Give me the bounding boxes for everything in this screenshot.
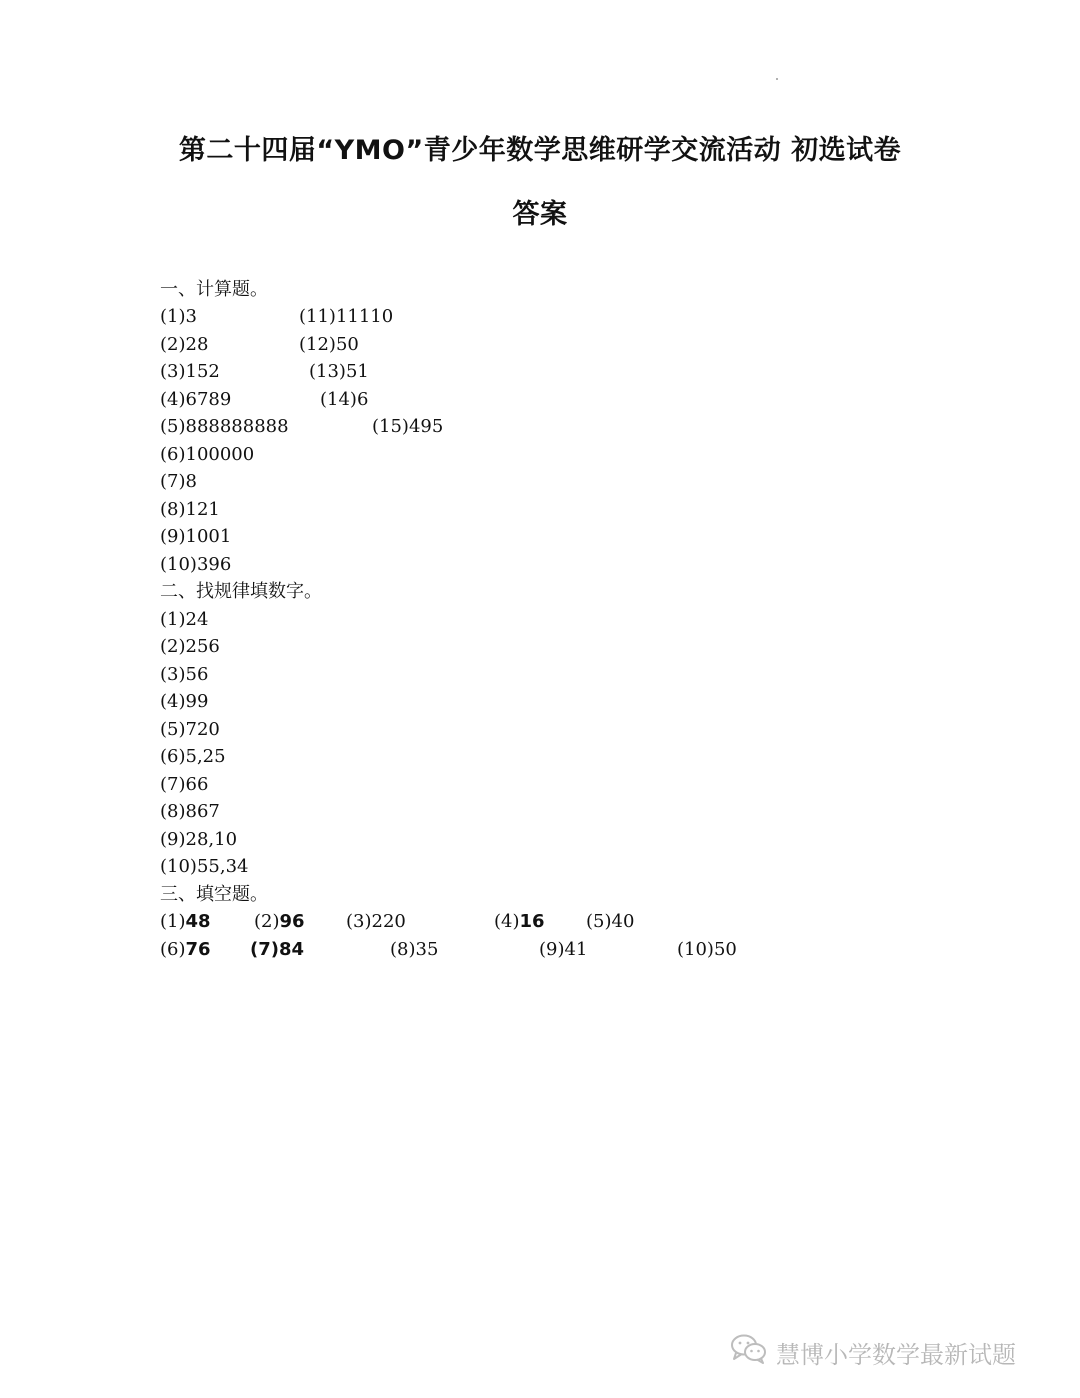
answer-item: (8)121	[160, 499, 220, 520]
answer-item: (3)56	[160, 664, 209, 685]
answer-item: (9)28,10	[160, 829, 238, 850]
answer-item: (1)3	[160, 306, 197, 327]
answer-item: (15)495	[372, 416, 444, 437]
answer-item: (5)888888888	[160, 416, 289, 437]
answer-item: (11)11110	[299, 306, 394, 327]
answer-item: (8)867	[160, 801, 220, 822]
answer-item: (14)6	[320, 389, 369, 410]
answer-item: (8)35	[390, 939, 439, 960]
answer-item: (2)256	[160, 636, 220, 657]
answer-item: (6)5,25	[160, 746, 226, 767]
answer-item: (13)51	[309, 361, 369, 382]
watermark	[730, 1334, 1016, 1370]
answer-item: (9)1001	[160, 526, 232, 547]
answer-item: (6)100000	[160, 444, 255, 465]
section1-heading: 一、计算题。	[160, 279, 268, 300]
answer-item: (10)55,34	[160, 856, 249, 877]
answer-item: (7)8	[160, 471, 197, 492]
answer-item: (7)84	[250, 939, 305, 960]
answer-item: (2)96	[254, 911, 305, 932]
answer-item: (1)48	[160, 911, 211, 932]
answer-item: (10)50	[677, 939, 737, 960]
answer-item: (7)66	[160, 774, 209, 795]
watermark-text: 慧博小学数学最新试题	[776, 1340, 1016, 1369]
answer-item: (9)41	[539, 939, 588, 960]
speck-mark	[776, 78, 778, 80]
answer-item: (3)220	[346, 911, 406, 932]
section3-heading: 三、填空题。	[160, 884, 268, 905]
answer-item: (5)720	[160, 719, 220, 740]
document-subtitle: 答案	[512, 199, 568, 230]
wechat-icon	[730, 1333, 768, 1371]
document-title: 第二十四届“YMO”青少年数学思维研学交流活动 初选试卷	[178, 135, 902, 166]
answer-item: (12)50	[299, 334, 359, 355]
answer-item: (6)76	[160, 939, 211, 960]
answer-item: (4)16	[494, 911, 545, 932]
answer-item: (5)40	[586, 911, 635, 932]
answer-item: (3)152	[160, 361, 220, 382]
answer-item: (1)24	[160, 609, 209, 630]
answer-item: (4)99	[160, 691, 209, 712]
answer-item: (2)28	[160, 334, 209, 355]
answer-item: (4)6789	[160, 389, 232, 410]
answer-item: (10)396	[160, 554, 232, 575]
section2-heading: 二、找规律填数字。	[160, 581, 322, 602]
